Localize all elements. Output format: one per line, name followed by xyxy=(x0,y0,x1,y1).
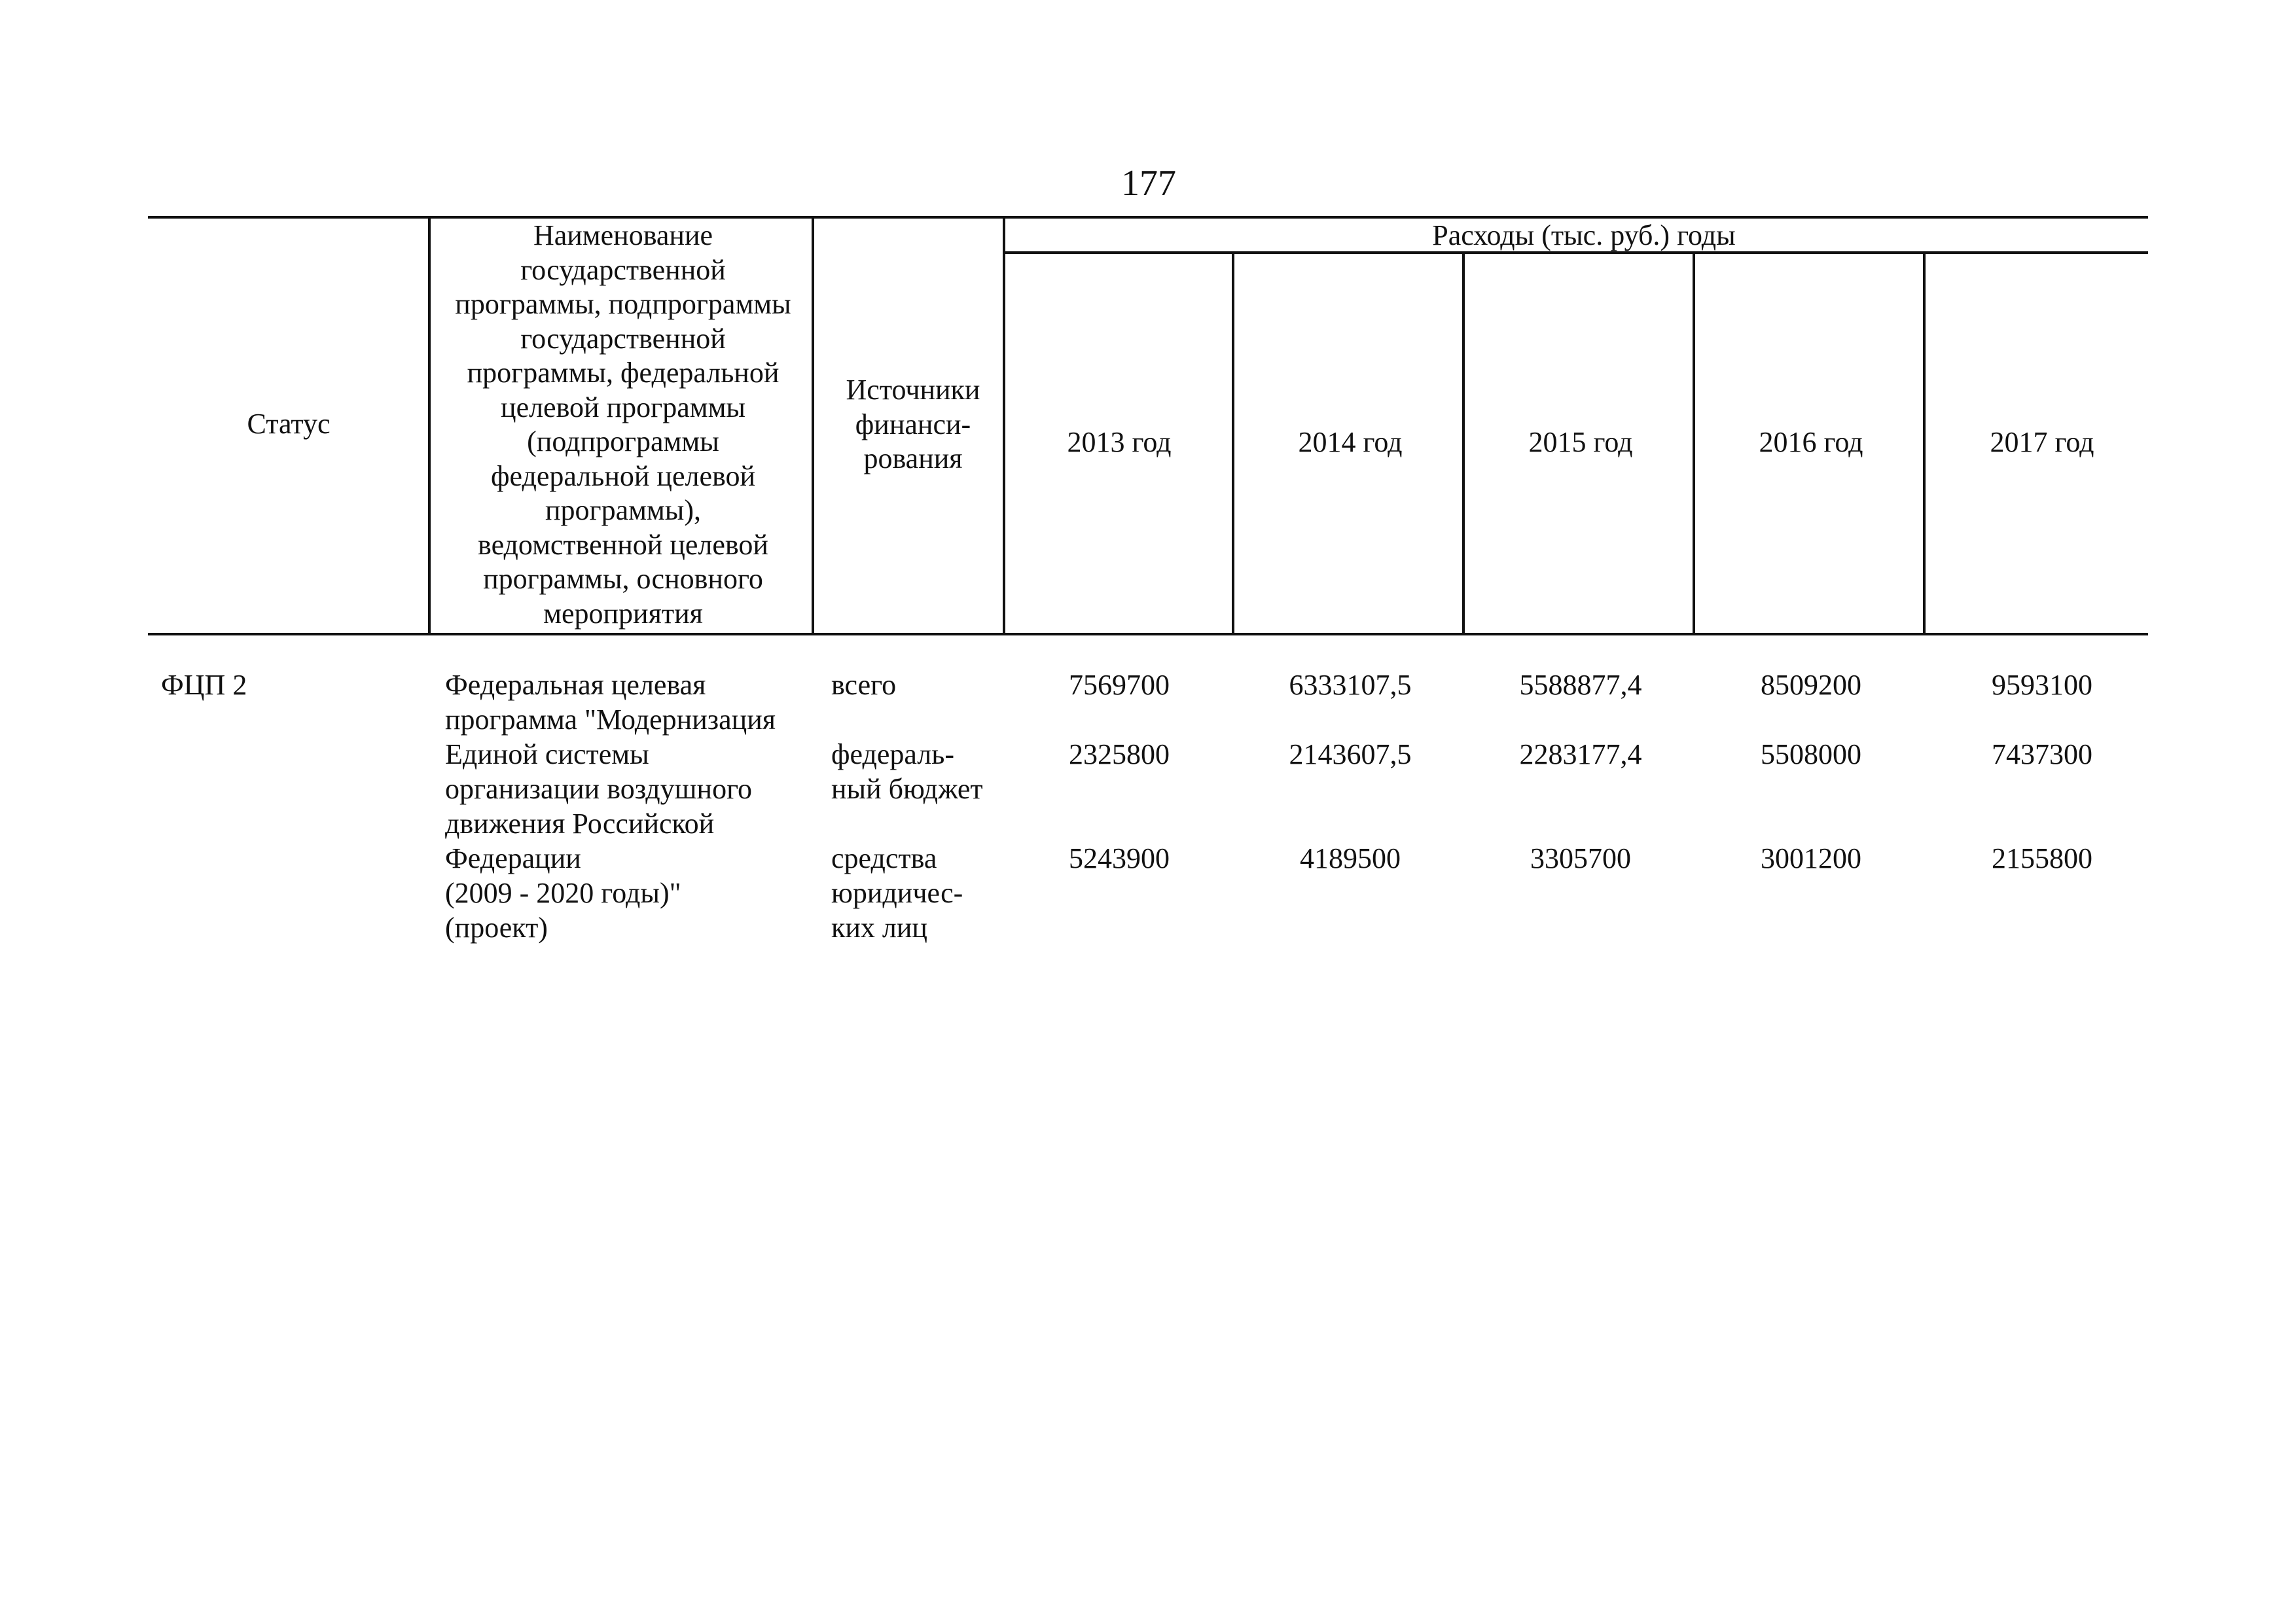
col-divider-7 xyxy=(1923,251,1926,635)
value-total-2013: 7569700 xyxy=(1069,669,1170,701)
value-total-2014: 6333107,5 xyxy=(1289,669,1412,701)
header-year-2017: 2017 год xyxy=(1990,426,2094,458)
header-year-2013: 2013 год xyxy=(1067,426,1172,458)
source-legal-entities: средства юридичес- ких лиц xyxy=(831,842,963,944)
header-bottom-rule xyxy=(148,633,2148,635)
row-program-name: Федеральная целевая программа "Модернизация Единой системы организации воздушного движения Российской Федерации (2009 - 2020 годы)" (проект) xyxy=(445,669,776,944)
header-year-2015: 2015 год xyxy=(1528,426,1633,458)
value-total-2016: 8509200 xyxy=(1761,669,1861,701)
value-legal-2016: 3001200 xyxy=(1761,842,1861,874)
header-funding-sources: Источники финанси- рования xyxy=(846,374,980,474)
header-year-2016: 2016 год xyxy=(1759,426,1863,458)
row-status: ФЦП 2 xyxy=(161,669,247,701)
value-federal-2016: 5508000 xyxy=(1761,738,1861,770)
value-federal-2015: 2283177,4 xyxy=(1519,738,1642,770)
col-divider-6 xyxy=(1693,251,1695,635)
source-federal-budget: федераль- ный бюджет xyxy=(831,738,983,805)
col-divider-5 xyxy=(1462,251,1465,635)
value-federal-2017: 7437300 xyxy=(1992,738,2092,770)
value-total-2017: 9593100 xyxy=(1992,669,2092,701)
page-number: 177 xyxy=(1121,163,1176,204)
value-total-2015: 5588877,4 xyxy=(1519,669,1642,701)
header-program-name: Наименование государственной программы, подпрограммы государственной программы, федеральной целевой программы (подпрограммы федеральной целевой программы), ведомственной целевой программы, основного мероприятия xyxy=(455,219,791,630)
value-legal-2017: 2155800 xyxy=(1992,842,2092,874)
value-federal-2013: 2325800 xyxy=(1069,738,1170,770)
value-legal-2015: 3305700 xyxy=(1530,842,1631,874)
value-federal-2014: 2143607,5 xyxy=(1289,738,1412,770)
value-legal-2014: 4189500 xyxy=(1300,842,1401,874)
header-expenses: Расходы (тыс. руб.) годы xyxy=(1432,219,1736,251)
header-year-2014: 2014 год xyxy=(1298,426,1403,458)
col-divider-4 xyxy=(1232,251,1234,635)
source-total: всего xyxy=(831,669,897,701)
header-status: Статус xyxy=(247,408,331,440)
value-legal-2013: 5243900 xyxy=(1069,842,1170,874)
